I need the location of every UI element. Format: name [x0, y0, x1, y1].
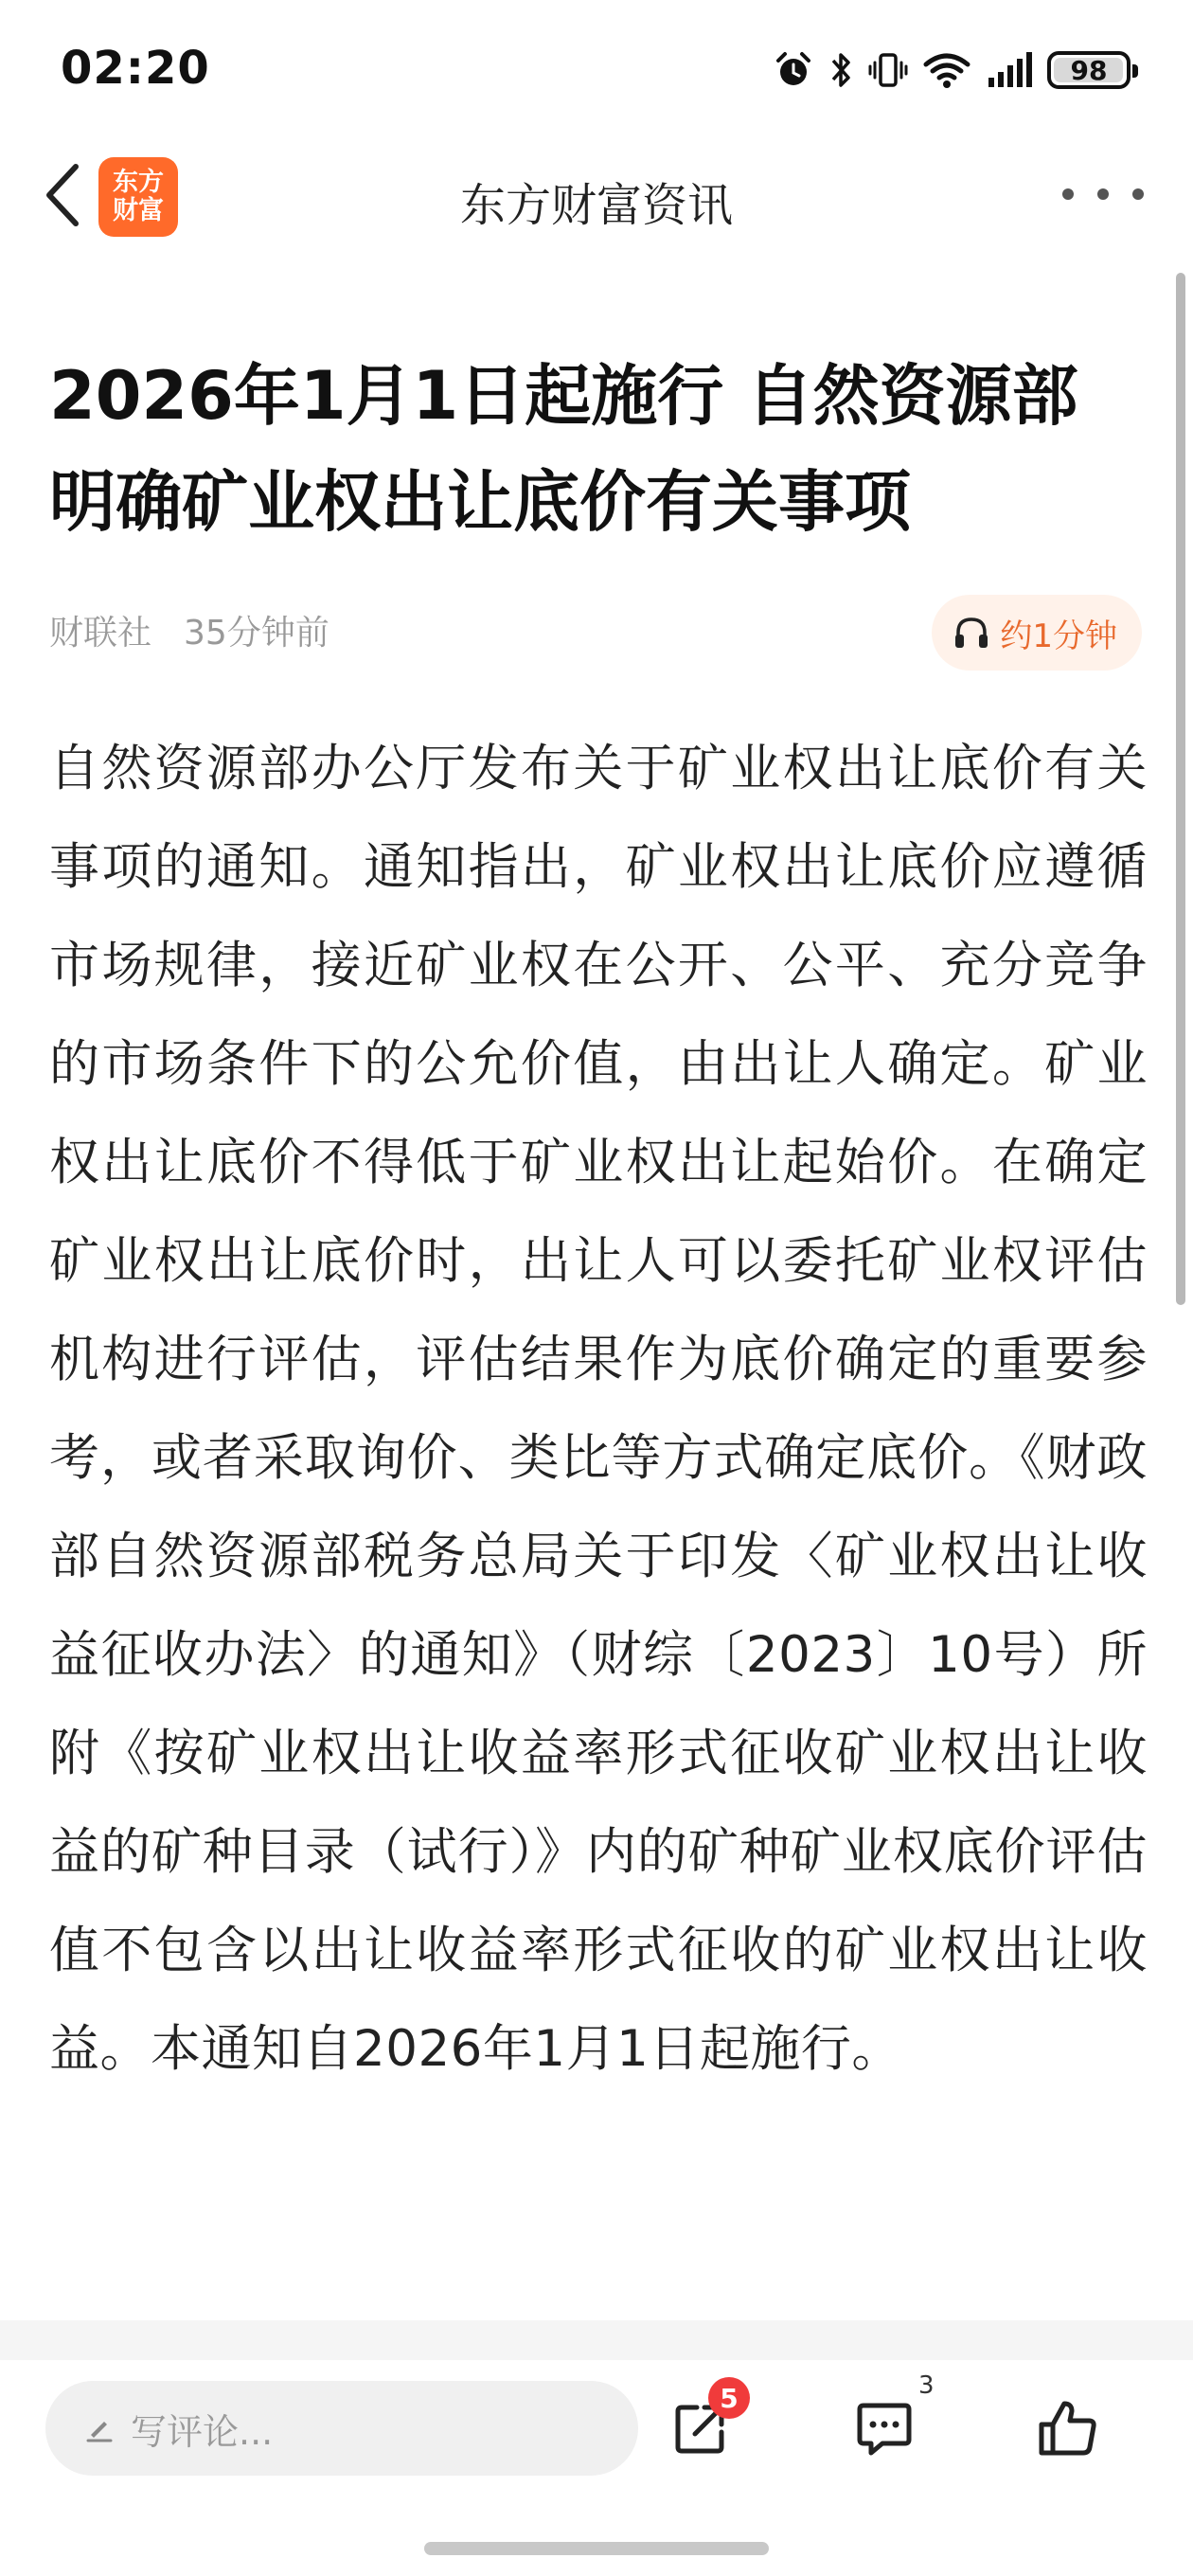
share-button[interactable]: [653, 2381, 748, 2476]
battery-percent: 98: [1070, 54, 1108, 86]
more-dot-icon: [1062, 188, 1074, 200]
pencil-icon: [83, 2412, 116, 2444]
home-indicator[interactable]: [424, 2542, 769, 2555]
article-meta: [49, 606, 329, 654]
page-title: 东方财富资讯: [459, 179, 733, 232]
alarm-icon: [773, 49, 814, 91]
thumbs-up-icon: [1036, 2396, 1100, 2460]
article-source[interactable]: 财联社: [49, 614, 152, 653]
status-time: 02:20: [61, 42, 210, 95]
listen-duration: 约1分钟: [1000, 617, 1117, 655]
headphones-icon: [953, 614, 990, 652]
logo-line-1: 东方: [113, 168, 164, 197]
comment-count: 3: [918, 2371, 935, 2400]
comment-placeholder: 写评论...: [131, 2410, 274, 2453]
article-body: 自然资源部办公厅发布关于矿业权出让底价有关事项的通知。通知指出，矿业权出让底价应遵循市场规律，接近矿业权在公开、公平、充分竞争的市场条件下的公允价值，由出让人确定。矿业权出让底价不得低于矿业权出让起始价。在确定矿业权出让底价时，出让人可以委托矿业权评估机构进行评估，评估结果作为底价确定的重要参考，或者采取询价、类比等方式确定底价。《财政部自然资源部税务总局关于印发〈矿业权出让收益征收办法〉的通知》（财综〔2023〕10号）所附《按矿业权出让收益率形式征收矿业权出让收益的矿种目录（试行）》内的矿种矿业权底价评估值不包含以出让收益率形式征收的矿业权出让收益。本通知自2026年1月1日起施行。: [49, 740, 1148, 2078]
comments-button[interactable]: [837, 2371, 935, 2476]
article-title: 2026年1月1日起施行 自然资源部明确矿业权出让底价有关事项: [49, 357, 1078, 541]
logo-line-2: 财富: [113, 196, 164, 225]
like-button[interactable]: [1021, 2381, 1115, 2476]
status-icons: [773, 47, 1131, 93]
comment-bubble-icon: [854, 2398, 915, 2459]
vibrate-icon: [867, 49, 909, 91]
more-dot-icon: [1097, 188, 1109, 200]
listen-button[interactable]: [932, 595, 1142, 671]
nav-bar: [0, 133, 1193, 258]
comment-input[interactable]: [45, 2381, 638, 2476]
bottom-action-bar: [0, 2360, 1193, 2576]
bluetooth-icon: [828, 49, 854, 91]
signal-icon: [985, 49, 1034, 91]
article-time: 35分钟前: [184, 614, 329, 653]
wifi-icon: [922, 49, 971, 91]
scrollbar[interactable]: [1176, 273, 1185, 1305]
battery-indicator: [1047, 51, 1131, 89]
more-dot-icon: [1132, 188, 1144, 200]
share-badge: 5: [708, 2377, 750, 2419]
more-button[interactable]: [1051, 170, 1155, 218]
section-divider: [0, 2320, 1193, 2360]
status-bar: [0, 0, 1193, 133]
